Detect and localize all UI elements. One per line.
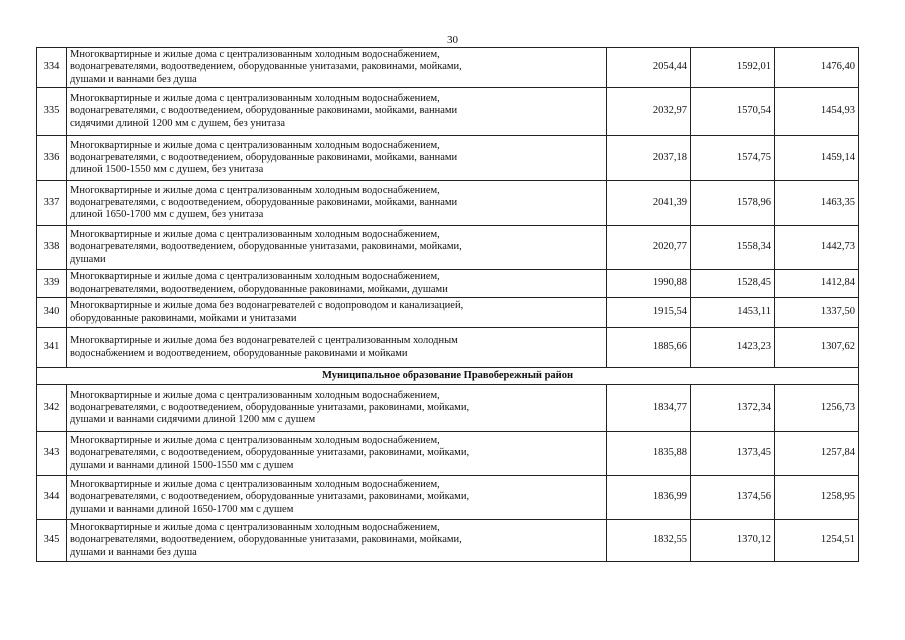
table-row (37, 48, 859, 88)
section-header-body (37, 368, 859, 385)
row-description (67, 432, 607, 476)
tariff-value-1: 1915,54 (607, 298, 691, 328)
description-line: водонагревателями, водоотведением, оборудованные унитазами, раковинами, мойками, (70, 61, 462, 73)
table-row (37, 298, 859, 328)
tariff-value-1: 1990,88 (607, 270, 691, 298)
description-line: душами и ваннами без душа (70, 546, 197, 558)
table-body-bottom (37, 385, 859, 562)
tariff-value-2: 1578,96 (691, 181, 775, 226)
row-description (67, 48, 607, 88)
description-line: Многоквартирные и жилые дома без водонагревателей с централизованным холодным (70, 335, 458, 347)
tariff-value-2: 1592,01 (691, 48, 775, 88)
tariff-value-1: 1832,55 (607, 520, 691, 562)
description-line: Многоквартирные и жилые дома с централизованным холодным водоснабжением, (70, 522, 440, 534)
section-header-row (37, 368, 859, 385)
tariff-value-3: 1412,84 (775, 270, 859, 298)
tariff-value-3: 1442,73 (775, 226, 859, 270)
tariff-value-1: 2020,77 (607, 226, 691, 270)
table-row (37, 520, 859, 562)
row-description (67, 385, 607, 432)
description-line: водоснабжением и водоотведением, оборудованные раковинами и мойками (70, 347, 408, 359)
description-line: душами (70, 253, 106, 265)
description-line: длиной 1500-1550 мм с душем, без унитаза (70, 164, 264, 176)
description-line: душами и ваннами длиной 1500-1550 мм с душем (70, 459, 294, 471)
table-row (37, 88, 859, 136)
section-title: Муниципальное образование Правобережный район (37, 368, 859, 385)
description-line: водонагревателями, с водоотведением, оборудованные раковинами, мойками, ваннами (70, 105, 458, 117)
description-line: водонагревателями, с водоотведением, оборудованные раковинами, мойками, ваннами (70, 196, 458, 208)
tariff-value-2: 1370,12 (691, 520, 775, 562)
description-line: Многоквартирные и жилые дома с централизованным холодным водоснабжением, (70, 49, 440, 61)
tariff-value-2: 1373,45 (691, 432, 775, 476)
row-number: 339 (37, 270, 67, 298)
table-body-top (37, 48, 859, 368)
row-description (67, 520, 607, 562)
row-number: 341 (37, 328, 67, 368)
row-number: 335 (37, 88, 67, 136)
description-line: Многоквартирные и жилые дома с централизованным холодным водоснабжением, (70, 271, 440, 283)
description-line: душами и ваннами без душа (70, 73, 197, 85)
row-description (67, 328, 607, 368)
table-row (37, 385, 859, 432)
description-line: Многоквартирные и жилые дома с централизованным холодным водоснабжением, (70, 435, 440, 447)
description-line: Многоквартирные и жилые дома с централизованным холодным водоснабжением, (70, 229, 440, 241)
tariff-value-3: 1258,95 (775, 476, 859, 520)
tariff-value-2: 1423,23 (691, 328, 775, 368)
tariff-value-2: 1558,34 (691, 226, 775, 270)
tariff-value-3: 1256,73 (775, 385, 859, 432)
tariff-value-1: 2032,97 (607, 88, 691, 136)
tariff-value-2: 1570,54 (691, 88, 775, 136)
description-line: водонагревателями, с водоотведением, оборудованные раковинами, мойками, ваннами (70, 151, 458, 163)
tariff-value-2: 1528,45 (691, 270, 775, 298)
page-number: 30 (447, 34, 458, 46)
description-line: Многоквартирные и жилые дома с централизованным холодным водоснабжением, (70, 184, 440, 196)
table-row (37, 226, 859, 270)
row-number: 343 (37, 432, 67, 476)
row-number: 344 (37, 476, 67, 520)
description-line: Многоквартирные и жилые дома с централизованным холодным водоснабжением, (70, 389, 440, 401)
description-line: водонагревателями, водоотведением, оборудованные унитазами, раковинами, мойками, (70, 241, 462, 253)
tariff-value-3: 1254,51 (775, 520, 859, 562)
tariff-value-2: 1574,75 (691, 136, 775, 181)
tariff-value-2: 1374,56 (691, 476, 775, 520)
description-line: душами и ваннами сидячими длиной 1200 мм с душем (70, 414, 316, 426)
tariff-value-1: 2041,39 (607, 181, 691, 226)
description-line: оборудованные раковинами, мойками и унитазами (70, 312, 297, 324)
tariff-value-3: 1463,35 (775, 181, 859, 226)
description-line: длиной 1650-1700 мм с душем, без унитаза (70, 209, 264, 221)
tariff-value-1: 1836,99 (607, 476, 691, 520)
description-line: водонагревателями, водоотведением, оборудованные унитазами, раковинами, мойками, (70, 534, 462, 546)
table-row (37, 432, 859, 476)
description-line: водонагревателями, с водоотведением, оборудованные унитазами, раковинами, мойками, (70, 401, 470, 413)
tariff-value-1: 2037,18 (607, 136, 691, 181)
table-row (37, 181, 859, 226)
tariff-value-1: 1885,66 (607, 328, 691, 368)
row-number: 337 (37, 181, 67, 226)
tariff-value-2: 1372,34 (691, 385, 775, 432)
tariff-value-3: 1476,40 (775, 48, 859, 88)
tariff-value-3: 1257,84 (775, 432, 859, 476)
description-line: водонагревателями, с водоотведением, оборудованные унитазами, раковинами, мойками, (70, 447, 470, 459)
description-line: Многоквартирные и жилые дома с централизованным холодным водоснабжением, (70, 479, 440, 491)
row-description (67, 270, 607, 298)
row-number: 334 (37, 48, 67, 88)
tariff-value-3: 1459,14 (775, 136, 859, 181)
row-description (67, 181, 607, 226)
row-number: 340 (37, 298, 67, 328)
table-row (37, 476, 859, 520)
row-description (67, 226, 607, 270)
tariff-value-3: 1454,93 (775, 88, 859, 136)
description-line: водонагревателями, с водоотведением, оборудованные унитазами, раковинами, мойками, (70, 491, 470, 503)
description-line: сидячими длиной 1200 мм с душем, без унитаза (70, 117, 286, 129)
row-description (67, 136, 607, 181)
description-line: Многоквартирные и жилые дома без водонагревателей с водопроводом и канализацией, (70, 300, 464, 312)
row-number: 338 (37, 226, 67, 270)
table-row (37, 136, 859, 181)
row-description (67, 298, 607, 328)
tariff-value-3: 1337,50 (775, 298, 859, 328)
row-number: 345 (37, 520, 67, 562)
row-number: 342 (37, 385, 67, 432)
row-number: 336 (37, 136, 67, 181)
tariff-value-1: 2054,44 (607, 48, 691, 88)
row-description (67, 476, 607, 520)
description-line: Многоквартирные и жилые дома с централизованным холодным водоснабжением, (70, 139, 440, 151)
description-line: Многоквартирные и жилые дома с централизованным холодным водоснабжением, (70, 93, 440, 105)
row-description (67, 88, 607, 136)
tariff-value-1: 1834,77 (607, 385, 691, 432)
tariff-value-3: 1307,62 (775, 328, 859, 368)
table-row (37, 270, 859, 298)
tariff-value-2: 1453,11 (691, 298, 775, 328)
tariff-table (36, 47, 859, 562)
tariff-value-1: 1835,88 (607, 432, 691, 476)
table-row (37, 328, 859, 368)
description-line: душами и ваннами длиной 1650-1700 мм с душем (70, 503, 294, 515)
description-line: водонагревателями, водоотведением, оборудованные раковинами, мойками, душами (70, 283, 448, 295)
